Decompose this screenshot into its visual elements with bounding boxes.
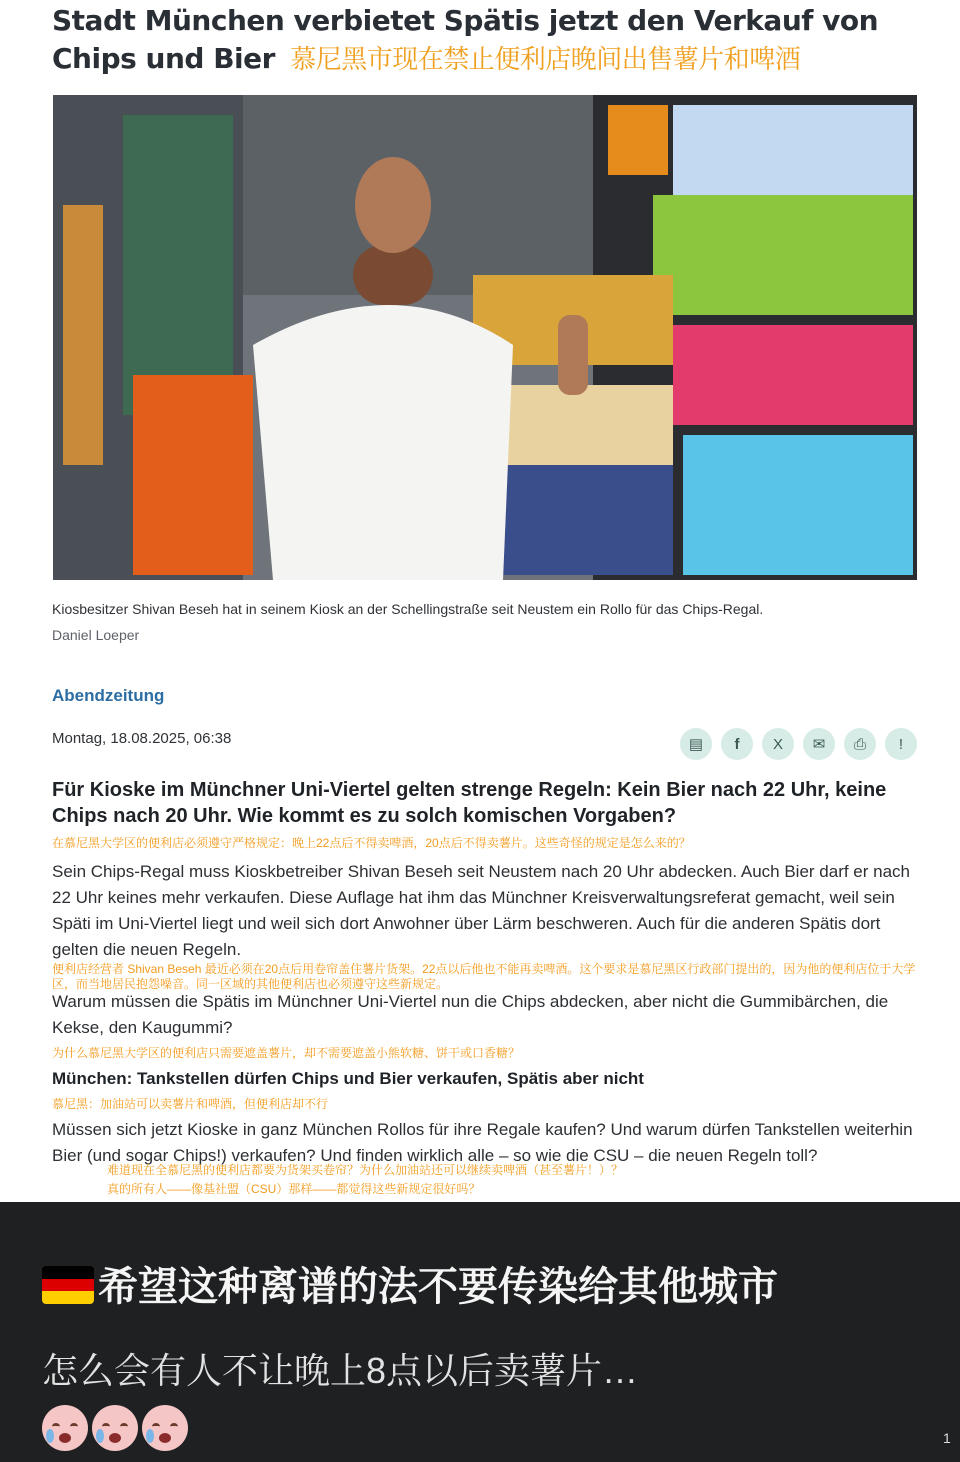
subheading-translation: 慕尼黑：加油站可以卖薯片和啤酒，但便利店却不行: [52, 1097, 329, 1111]
lead-translation: 在慕尼黑大学区的便利店必须遵守严格规定：晚上22点后不得卖啤酒，20点后不得卖薯片。这些奇怪的规定是怎么来的？: [52, 836, 691, 850]
crying-face-icon: [142, 1405, 188, 1451]
comment-icon[interactable]: ▤: [680, 728, 712, 760]
facebook-icon[interactable]: f: [721, 728, 753, 760]
germany-flag-icon: [42, 1266, 94, 1304]
post-title: [42, 1255, 778, 1312]
lead-paragraph: Für Kioske im Münchner Uni-Viertel gelten strenge Regeln: Kein Bier nach 22 Uhr, keine Chips nach 20 Uhr. Wie kommt es zu solch komischen Vorgaben?: [52, 779, 887, 827]
headline: [52, 2, 922, 79]
paragraph-1-translation: 便利店经营者 Shivan Beseh 最近必须在20点后用卷帘盖住薯片货架。22点以后他也不能再卖啤酒。这个要求是慕尼黑区行政部门提出的，因为他的便利店位于大学区，而当地居民抱怨噪音。同一区域的其他便利店也必须遵守这些新规定。: [52, 962, 916, 991]
subheading: München: Tankstellen dürfen Chips und Bier verkaufen, Spätis aber nicht: [52, 1069, 644, 1088]
photo-caption: Kiosbesitzer Shivan Beseh hat in seinem Kiosk an der Schellingstraße seit Neustem ein Rollo für das Chips-Regal.: [52, 601, 764, 617]
article-photo[interactable]: [53, 95, 917, 580]
headline-de: Stadt München verbietet Spätis jetzt den Verkauf von Chips und Bier: [52, 4, 879, 75]
source-link[interactable]: Abendzeitung: [52, 686, 165, 705]
crying-face-icon: [42, 1405, 88, 1451]
post-title-text: 希望这种离谱的法不要传染给其他城市: [98, 1265, 778, 1309]
x-icon[interactable]: X: [762, 728, 794, 760]
paragraph-3: Müssen sich jetzt Kioske in ganz München Rollos für ihre Regale kaufen? Und warum dürfen Tankstellen weiterhin Bier (und sogar Chips!) verkaufen? Und finden wirklich alle – so wie die CSU – die neuen Regeln toll?: [52, 1120, 913, 1165]
emoji-row: [42, 1405, 188, 1451]
post-body: 怎么会有人不让晚上8点以后卖薯片…: [42, 1350, 639, 1391]
paragraph-1: Sein Chips-Regal muss Kioskbetreiber Shivan Beseh seit Neustem nach 20 Uhr abdecken. Auch Bier darf er nach 22 Uhr keines mehr verkaufen. Diese Auflage hat ihm das Münchner Kreisverwaltungsreferat gemacht, weil sein Späti im Uni-Viertel liegt und weil sich dort Anwohner über Lärm beschweren. Auch für die anderen Spätis dort gelten die neuen Regeln.: [52, 862, 911, 959]
publish-date: Montag, 18.08.2025, 06:38: [52, 730, 232, 747]
page-marker: 1: [943, 1430, 951, 1446]
paragraph-2: Warum müssen die Spätis im Münchner Uni-Viertel nun die Chips abdecken, aber nicht die Gummibärchen, die Kekse, den Kaugummi?: [52, 992, 889, 1037]
headline-zh: 慕尼黑市现在禁止便利店晚间出售薯片和啤酒: [290, 45, 801, 75]
crying-face-icon: [92, 1405, 138, 1451]
alert-icon[interactable]: !: [885, 728, 917, 760]
photo-credit: Daniel Loeper: [52, 627, 140, 643]
share-bar: [680, 728, 917, 760]
paragraph-2-translation: 为什么慕尼黑大学区的便利店只需要遮盖薯片，却不需要遮盖小熊软糖、饼干或口香糖？: [52, 1046, 521, 1060]
mail-icon[interactable]: ✉: [803, 728, 835, 760]
paragraph-3-translation-2: 真的所有人——像基社盟（CSU）那样——都觉得这些新规定很好吗？: [107, 1182, 481, 1196]
print-icon[interactable]: ⎙: [844, 728, 876, 760]
paragraph-3-translation-1: 难道现在全慕尼黑的便利店都要为货架买卷帘？为什么加油站还可以继续卖啤酒（甚至薯片！）？: [107, 1163, 624, 1177]
shop-scene-image: [53, 95, 917, 580]
